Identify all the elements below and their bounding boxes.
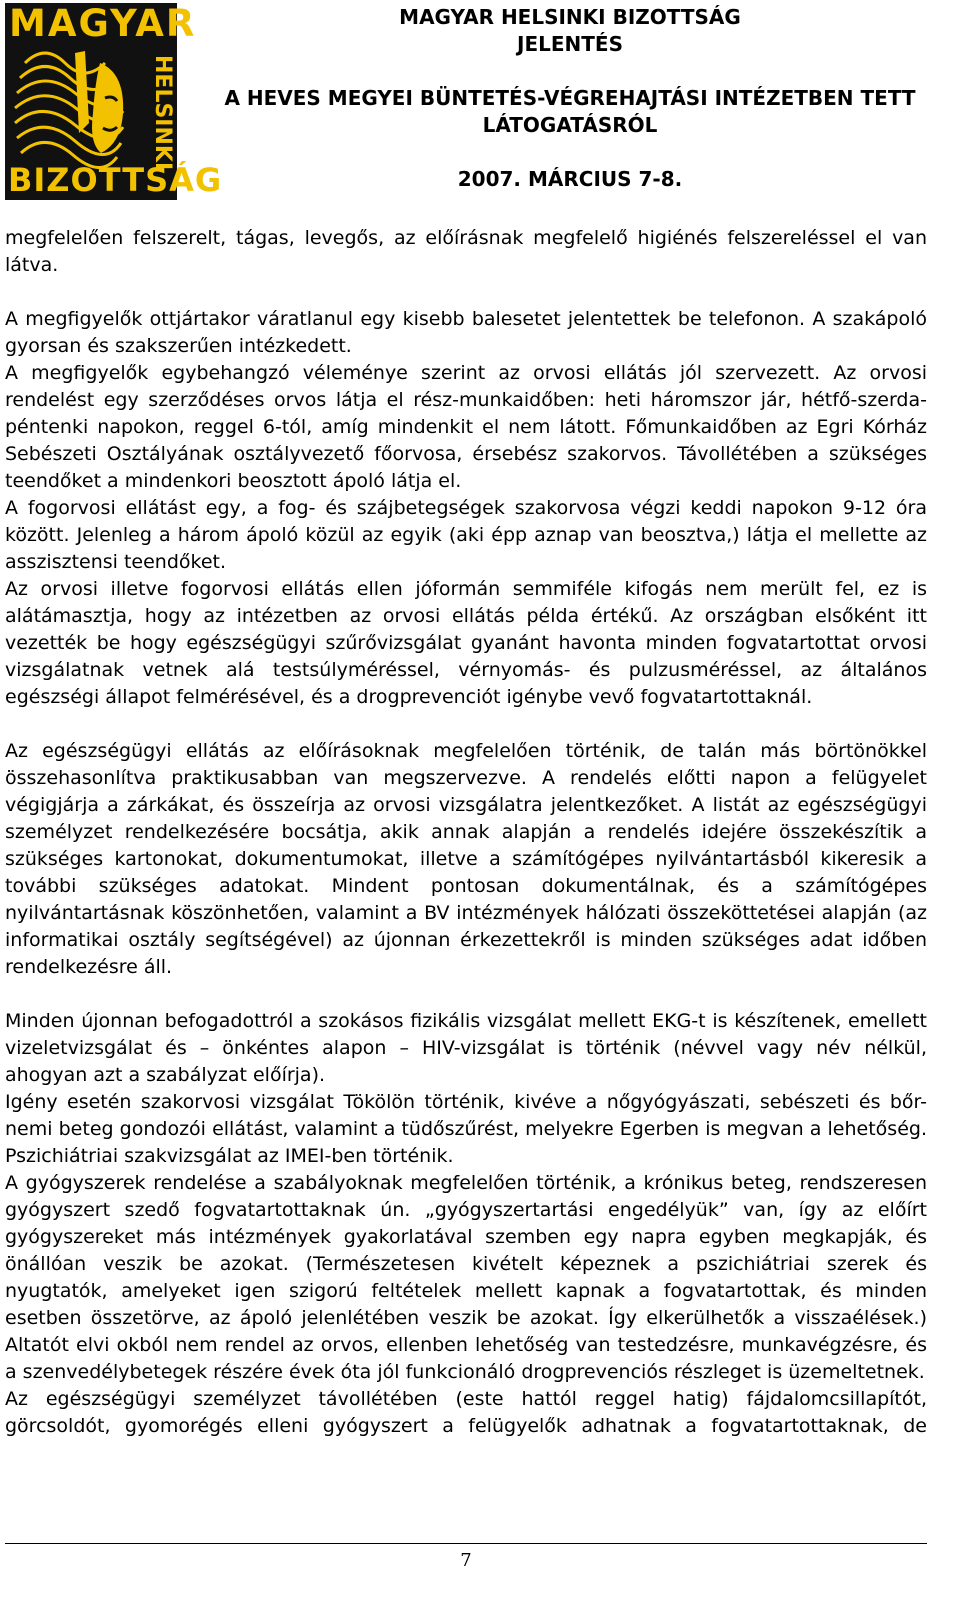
logo-text-magyar: MAGYAR — [9, 2, 197, 45]
paragraph: A megfigyelők egybehangzó véleménye szerint az orvosi ellátás jól szervezett. Az orvosi rendelést egy szerződéses orvos látja el rész-munkaidőben: heti háromszor jár, hétfő-szerda-péntenki napokon, reggel 6-tól, amíg mindenkit el nem látott. Főmunkaidőben az Egri Kórház Sebészeti Osztályának osztályvezető főorvosa, érsebész szakorvos. Távollétében a szükséges teendőket a mindenkori beosztott ápoló látja el. — [5, 362, 927, 492]
document-header — [190, 0, 950, 193]
paragraph: Az orvosi illetve fogorvosi ellátás ellen jóformán semmiféle kifogás nem merült fel, ez is alátámasztja, hogy az intézetben az orvosi ellátás példa értékű. Az országban elsőként itt vezették be hogy egészségügyi szűrővizsgálat gyanánt havonta minden fogvatartottat orvosi vizsgálatnak vetnek alá testsúlyméréssel, vérnyomás- és pulzusméréssel, az általános egészségi állapot felmérésével, és a drogprevenciót igénybe vevő fogvatartottaknál. — [5, 578, 927, 708]
paragraph: Igény esetén szakorvosi vizsgálat Tökölön történik, kivéve a nőgyógyászati, sebészeti és bőr-nemi beteg gondozói ellátást, valamint a tüdőszűrést, melyekre Egerben is megvan a lehetőség. Pszichiátriai szakvizsgálat az IMEI-ben történik. — [5, 1091, 927, 1167]
header-title: A HEVES MEGYEI BÜNTETÉS-VÉGREHAJTÁSI INTÉZETBEN TETT LÁTOGATÁSRÓL — [224, 86, 916, 137]
paragraph: A gyógyszerek rendelése a szabályoknak megfelelően történik, a krónikus beteg, rendszeresen gyógyszert szedő fogvatartottaknak ún. „gyógyszertartási engedélyük” van, így az előírt gyógyszereket más intézmények gyakorlatával szemben egy napra egyben megkapják, és önállóan veszik be azokat. (Természetesen kivételt képeznek a pszichiátriai szerek és nyugtatók, amelyeket igen szigorú feltételek mellett kapnak a fogvatartottak, és minden esetben összetörve, az ápoló jelenlétében veszik be azokat. Így elkerülhetők a visszaélések.) Altatót elvi okból nem rendel az orvos, ellenben lehetőség van testedzésre, munkavégzésre, és a szenvedélybetegek részére évek óta jól funkcionáló drogprevenciós részleget is üzemeltetnek. — [5, 1172, 927, 1383]
header-organization: MAGYAR HELSINKI BIZOTTSÁG — [399, 5, 741, 29]
footer-divider — [5, 1543, 927, 1544]
header-doc-type: JELENTÉS — [517, 32, 623, 56]
paragraph: megfelelően felszerelt, tágas, levegős, az előírásnak megfelelő higiénés felszereléssel el van látva. — [5, 227, 927, 276]
paragraph: Minden újonnan befogadottról a szokásos fizikális vizsgálat mellett EKG-t is készítenek, emellett vizeletvizsgálat és – önkéntes alapon – HIV-vizsgálat is történik (névvel vagy név nélkül, ahogyan azt a szabályzat előírja). — [5, 1010, 927, 1086]
logo-text-bizottsag: BIZOTTSÁG — [8, 161, 223, 199]
document-body — [5, 225, 927, 1440]
page-number: 7 — [460, 1550, 472, 1571]
paragraph: A megfigyelők ottjártakor váratlanul egy kisebb balesetet jelentettek be telefonon. A szakápoló gyorsan és szakszerűen intézkedett. — [5, 308, 927, 357]
paragraph: Az egészségügyi ellátás az előírásoknak megfelelően történik, de talán más börtönökkel összehasonlítva praktikusabban van megszervezve. A rendelés előtti napon a felügyelet végigjárja a zárkákat, és összeírja az orvosi vizsgálatra jelentkezőket. A listát az egészségügyi személyzet rendelkezésére bocsátja, akik annak alapján a rendelés idejére összekészítik a szükséges kartonokat, dokumentumokat, illetve a számítógépes nyilvántartásból kikeresik a további szükséges adatokat. Mindent pontosan dokumentálnak, és a számítógépes nyilvántartásnak köszönhetően, valamint a BV intézmények hálózati összeköttetései alapján (az informatikai osztály segítségével) az újonnan érkezettekről is minden szükséges adat időben rendelkezésre áll. — [5, 740, 927, 978]
paragraph: A fogorvosi ellátást egy, a fog- és szájbetegségek szakorvosa végzi keddi napokon 9-12 óra között. Jelenleg a három ápoló közül az egyik (aki épp aznap van beosztva,) látja el mellette az asszisztensi teendőket. — [5, 497, 927, 573]
logo-text-helsinki: HELSINKI — [150, 55, 175, 171]
paragraph: Az egészségügyi személyzet távollétében (este hattól reggel hatig) fájdalomcsillapítót, görcsoldót, gyomorégés elleni gyógyszert a felügyelők adhatnak a fogvatartottaknak, de — [5, 1388, 927, 1437]
helsinki-committee-logo — [5, 2, 223, 200]
header-date: 2007. MÁRCIUS 7-8. — [457, 167, 683, 191]
